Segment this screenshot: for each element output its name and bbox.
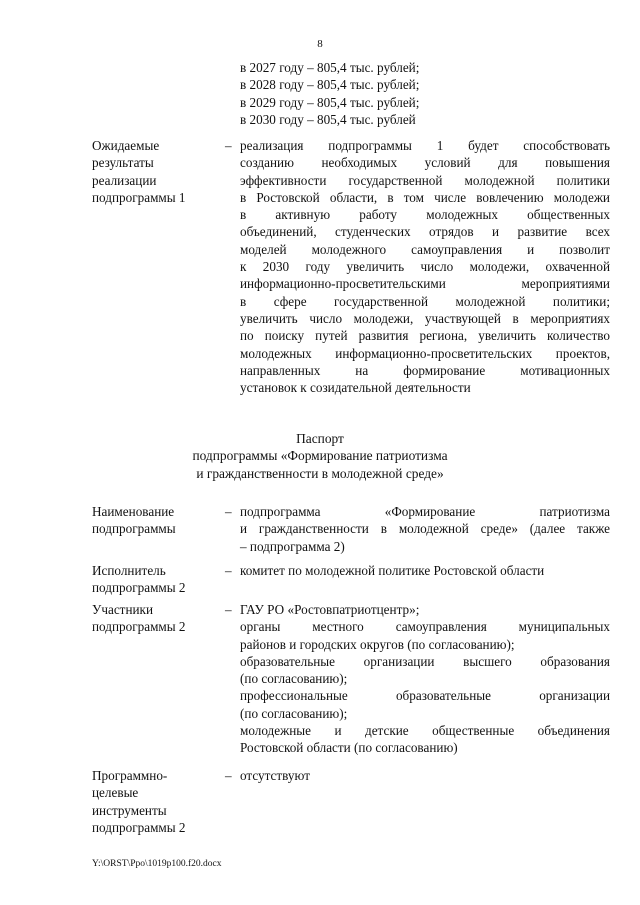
page-number: 8 [317,38,323,50]
participants-dash: – [225,602,232,617]
subprogram-name-text: подпрограмма «Формирование патриотизма и гражданственности в молодежной среде» (далее также – подпрограмма 2) [240,504,610,554]
executor-dash: – [225,563,232,578]
subprogram-name-dash: – [225,504,232,519]
expected-results-label: Ожидаемые результаты реализации подпрограммы 1 [92,138,186,205]
program-tools-label: Программно- целевые инструменты подпрограммы 2 [92,768,186,835]
executor-label: Исполнитель подпрограммы 2 [92,563,186,596]
participants-text: ГАУ РО «Ростовпатриотцентр»; органы местного самоуправления муниципальных районов и городских округов (по согласованию); образовательные организации высшего образования (по согласованию); профессиональные образовательные организации (по согласованию); молодежные и детские общественные объединения Ростовской области (по согласованию) [240,602,610,756]
expected-results-dash: – [225,138,232,153]
participants-label: Участники подпрограммы 2 [92,602,186,635]
passport-title: Паспорт подпрограммы «Формирование патриотизма и гражданственности в молодежной среде» [192,431,448,481]
expected-results-text: реализация подпрограммы 1 будет способствовать созданию необходимых условий для повышения эффективности государственной молодежной политики в Ростовской области, в том числе вовлечению молодежи в активную работу молодежных общественных объединений, студенческих отрядов и развитие всех моделей молодежного самоуправления и позволит к 2030 году увеличить число молодежи, охваченной информационно-просветительскими мероприятиями в сфере государственной молодежной политики; увеличить число молодежи, участвующей в мероприятиях по поиску путей развития региона, увеличить количество молодежных информационно-просветительских проектов, направленных на формирование мотивационных установок к созидательной деятельности [240,138,610,396]
funding-amounts [240,59,419,128]
program-tools-dash: – [225,768,232,783]
executor-text: комитет по молодежной политике Ростовской области [240,563,545,578]
file-path-footer: Y:\ORST\Ppo\1019p100.f20.docx [92,859,222,869]
funding-line-2030: в 2030 году – 805,4 тыс. рублей [240,111,416,127]
subprogram-name-label: Наименование подпрограммы [92,504,176,537]
funding-line-2029: в 2029 году – 805,4 тыс. рублей; [240,94,420,110]
funding-line-2028: в 2028 году – 805,4 тыс. рублей; [240,77,420,93]
funding-line-2027: в 2027 году – 805,4 тыс. рублей; [240,60,420,75]
program-tools-text: отсутствуют [240,768,310,783]
